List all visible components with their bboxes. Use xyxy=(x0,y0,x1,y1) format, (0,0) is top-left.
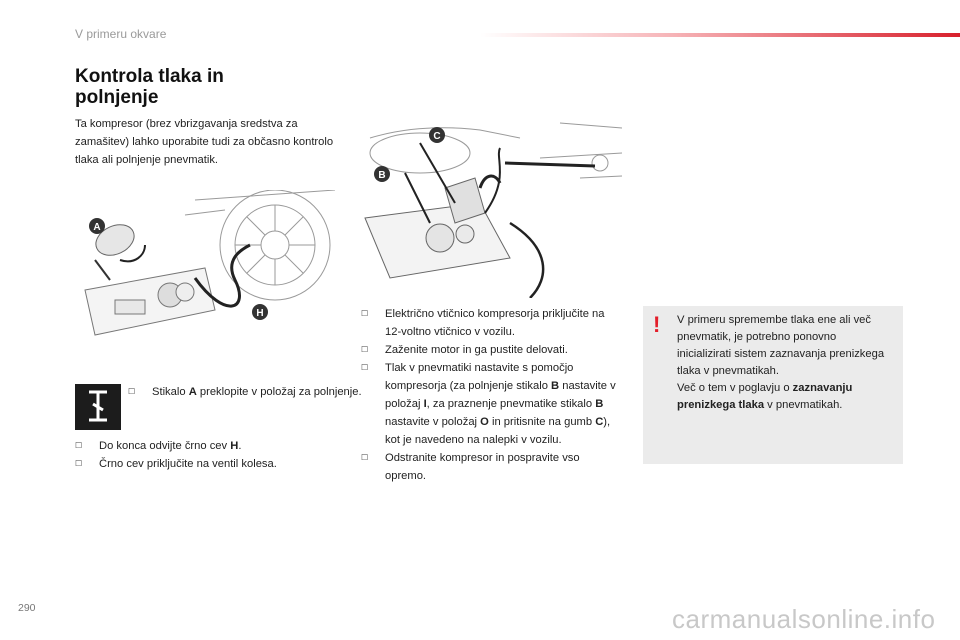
step-switch-bold: A xyxy=(188,386,197,398)
callout-h-label: H xyxy=(256,308,264,319)
column2-steps xyxy=(361,305,623,485)
rotate-arrow xyxy=(480,176,500,188)
step-switch-text: Stikalo xyxy=(152,386,189,398)
title-line-2: polnjenje xyxy=(75,87,159,108)
list-item: ☐ Električno vtičnico kompresorja priključite na 12-voltno vtičnico v vozilu. xyxy=(361,305,623,341)
jack-icon xyxy=(75,384,121,430)
list-item: ☐ Črno cev priključite na ventil kolesa. xyxy=(75,455,345,473)
list-item: ☐ Do konca odvijte črno cev H. xyxy=(75,437,345,455)
step-switch-text-end: preklopite v položaj za polnjenje. xyxy=(196,386,362,398)
callout-a-label: A xyxy=(93,222,101,233)
tool-pictogram xyxy=(75,384,121,430)
warning-paragraph-2: Več o tem v poglavju o zaznavanju prenizkega tlaka v pnevmatikah. xyxy=(677,382,853,411)
callout-c-label: C xyxy=(433,131,441,142)
list-item: ☐ Tlak v pnevmatiki nastavite s pomočjo kompresorja (za polnjenje stikalo B nastavite v položaj I, za praznenje pnevmatike stikalo B nastavite v položaj O in pritisnite na gumb C), kot je navedeno na nalepki v vozilu. xyxy=(361,359,623,449)
warning-text xyxy=(677,312,892,414)
warning-paragraph-1: V primeru spremembe tlaka ene ali več pnevmatik, je potrebno ponovno inicializirati sistem zaznavanja prenizkega tlaka v pnevmatikah. xyxy=(677,314,885,377)
callout-b-label: B xyxy=(378,170,386,181)
intro-paragraph: Ta kompresor (brez vbrizgavanja sredstva za zamašitev) lahko uporabite tudi za občasno kontrolo tlaka ali polnjenje pnevmatik. xyxy=(75,118,334,166)
page-title xyxy=(75,66,275,108)
list-item: ☐ Odstranite kompresor in pospravite vso opremo. xyxy=(361,449,623,485)
column1-steps xyxy=(75,437,345,473)
list-item: ☐ Zaženite motor in ga pustite delovati. xyxy=(361,341,623,359)
warning-icon: ! xyxy=(653,312,661,337)
header-accent-bar xyxy=(480,33,960,37)
page-number: 290 xyxy=(18,602,36,614)
title-line-1: Kontrola tlaka in xyxy=(75,66,224,87)
step-switch-a xyxy=(128,383,362,401)
section-header: V primeru okvare xyxy=(75,27,167,41)
compressor-controls-illustration xyxy=(360,118,622,298)
compressor-wheel-illustration xyxy=(75,190,340,340)
watermark: carmanualsonline.info xyxy=(672,604,936,634)
